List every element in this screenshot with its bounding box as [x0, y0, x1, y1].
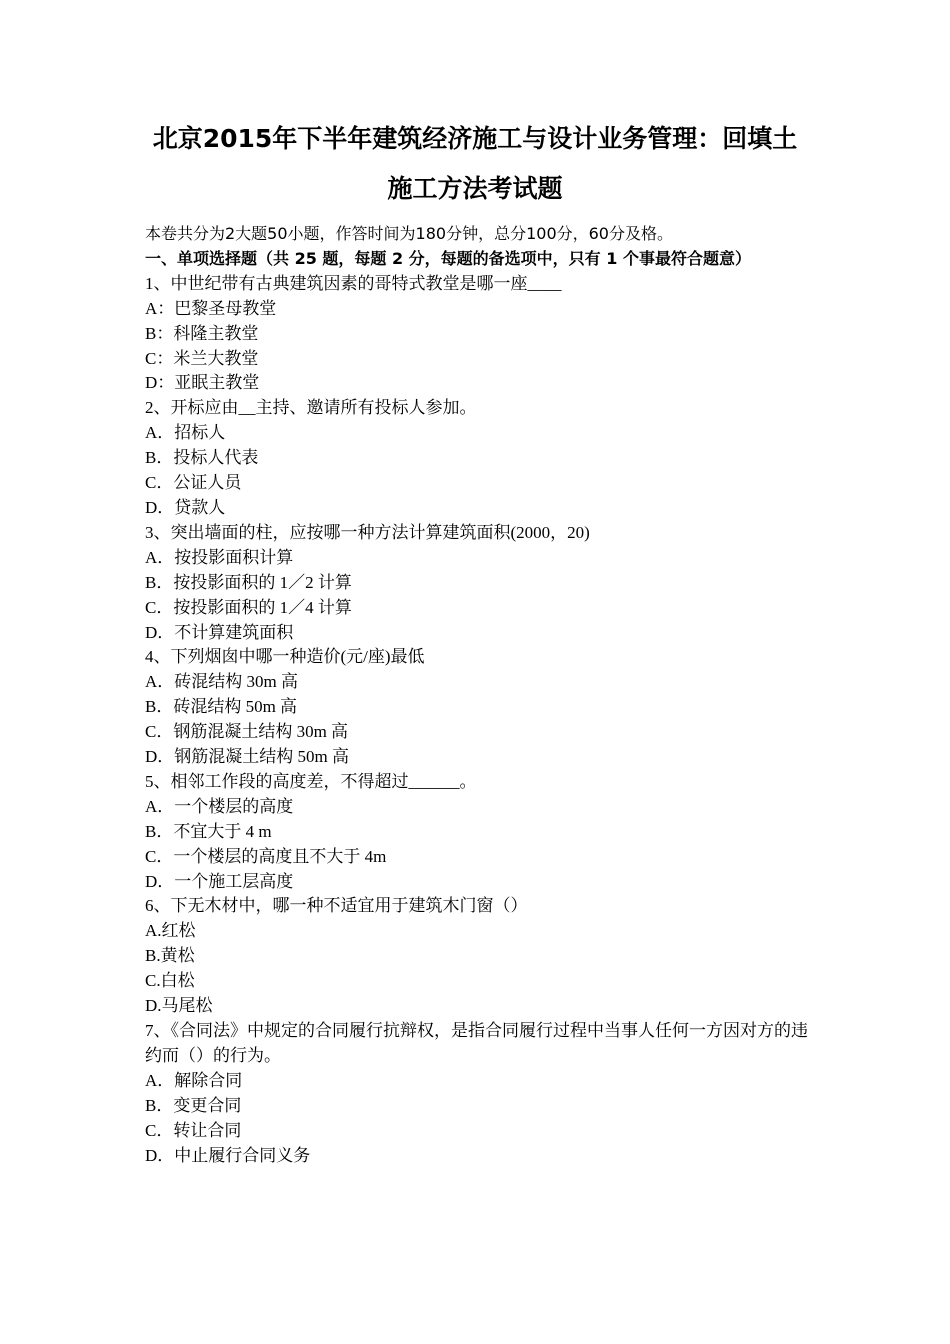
question-list	[145, 272, 810, 1169]
answer-option: B．变更合同	[145, 1095, 242, 1115]
answer-option: D．钢筋混凝土结构 50m 高	[145, 747, 349, 767]
document-body	[145, 222, 810, 1168]
question-item	[145, 521, 810, 646]
question-item	[145, 645, 810, 770]
answer-option: D．贷款人	[145, 497, 226, 517]
answer-option: C．转让合同	[145, 1120, 242, 1140]
answer-option: D：亚眠主教堂	[145, 373, 260, 393]
answer-option: A.红松	[145, 921, 196, 941]
question-stem: 7、《合同法》中规定的合同履行抗辩权，是指合同履行过程中当事人任何一方因对方的违约而（）的行为。	[145, 1021, 808, 1065]
answer-option: B．按投影面积的 1／2 计算	[145, 572, 352, 592]
answer-option: A．招标人	[145, 423, 226, 443]
answer-option: C．公证人员	[145, 473, 242, 493]
answer-option: D．不计算建筑面积	[145, 622, 294, 642]
answer-option: A．一个楼层的高度	[145, 796, 294, 816]
question-stem: 3、突出墙面的柱，应按哪一种方法计算建筑面积(2000，20)	[145, 522, 590, 542]
answer-option: A．砖混结构 30m 高	[145, 672, 298, 692]
answer-option: C．一个楼层的高度且不大于 4m	[145, 846, 387, 866]
question-stem: 2、开标应由__主持、邀请所有投标人参加。	[145, 398, 477, 418]
exam-info: 本卷共分为2大题50小题，作答时间为180分钟，总分100分，60分及格。	[145, 224, 673, 243]
answer-option: C．按投影面积的 1／4 计算	[145, 597, 352, 617]
answer-option: A：巴黎圣母教堂	[145, 298, 277, 318]
answer-option: C．钢筋混凝土结构 30m 高	[145, 722, 349, 742]
question-item	[145, 396, 810, 521]
question-stem: 5、相邻工作段的高度差，不得超过______。	[145, 771, 477, 791]
answer-option: A．解除合同	[145, 1070, 243, 1090]
answer-option: B：科隆主教堂	[145, 323, 259, 343]
question-stem: 1、中世纪带有古典建筑因素的哥特式教堂是哪一座____	[145, 273, 562, 293]
document-title-line2: 施工方法考试题	[387, 174, 563, 203]
answer-option: D．中止履行合同义务	[145, 1145, 311, 1165]
question-stem: 4、下列烟囱中哪一种造价(元/座)最低	[145, 647, 425, 667]
question-stem: 6、下无木材中，哪一种不适宜用于建筑木门窗（）	[145, 896, 528, 916]
answer-option: C.白松	[145, 971, 195, 991]
question-item	[145, 894, 810, 1019]
answer-option: B．不宜大于 4 m	[145, 821, 272, 841]
answer-option: C：米兰大教堂	[145, 348, 259, 368]
answer-option: A．按投影面积计算	[145, 547, 294, 567]
question-item	[145, 272, 810, 397]
answer-option: B．投标人代表	[145, 448, 259, 468]
question-item	[145, 770, 810, 895]
answer-option: D.马尾松	[145, 996, 213, 1016]
section-heading: 一、单项选择题（共 25 题，每题 2 分，每题的备选项中，只有 1 个事最符合题意）	[145, 248, 751, 268]
question-item	[145, 1019, 810, 1168]
answer-option: D．一个施工层高度	[145, 871, 294, 891]
answer-option: B.黄松	[145, 946, 195, 966]
answer-option: B．砖混结构 50m 高	[145, 697, 298, 717]
document-title-line1: 北京2015年下半年建筑经济施工与设计业务管理：回填土	[152, 124, 798, 153]
